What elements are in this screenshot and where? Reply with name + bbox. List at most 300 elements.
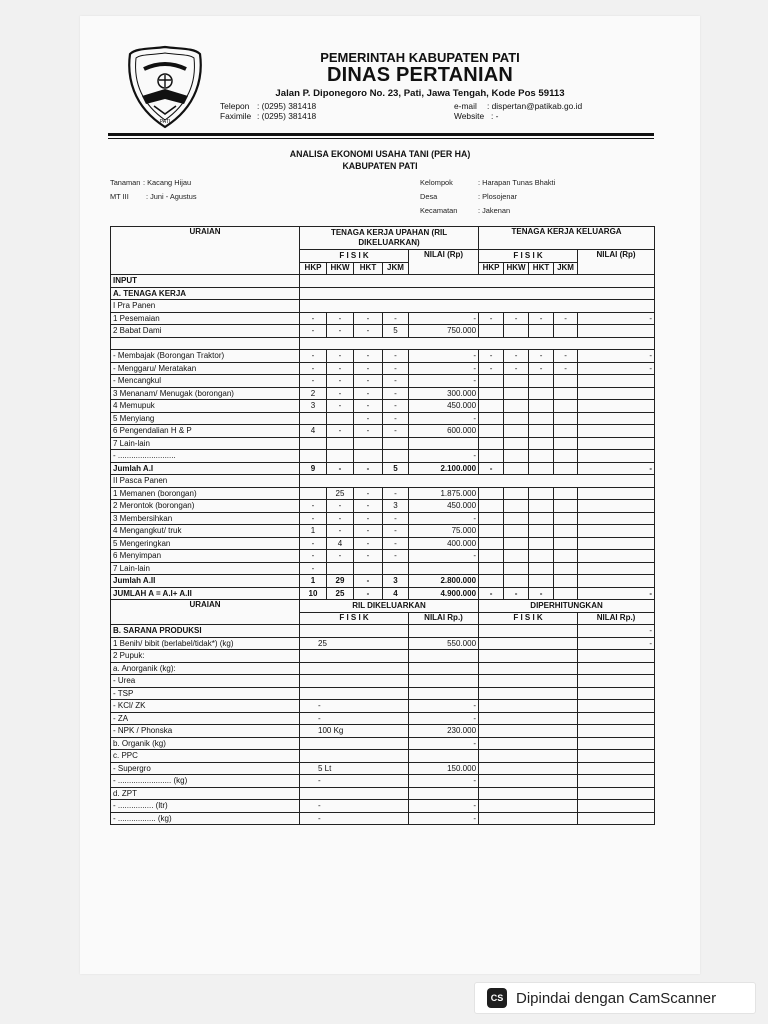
col-header-hkp: HKP — [300, 262, 327, 275]
row-label: b. Organik (kg) — [111, 737, 300, 750]
row-label: 4 Mengangkut/ truk — [111, 525, 300, 538]
table-cell: - — [354, 350, 383, 363]
table-cell: - — [300, 775, 409, 788]
table-cell — [300, 787, 409, 800]
row-label: II Pasca Panen — [111, 475, 300, 488]
table-cell: - — [300, 812, 409, 825]
table-cell — [504, 487, 529, 500]
table-cell — [300, 300, 655, 313]
table-cell — [504, 575, 529, 588]
table-cell: - — [327, 362, 354, 375]
fax-value: : (0295) 381418 — [257, 111, 317, 121]
regency-emblem-icon — [124, 44, 206, 130]
table-cell — [409, 662, 479, 675]
table-cell: 5 Lt — [300, 762, 409, 775]
table-cell: - — [409, 737, 479, 750]
table-cell: 600.000 — [409, 425, 479, 438]
table-cell: - — [354, 362, 383, 375]
table-cell — [300, 662, 409, 675]
table-cell — [578, 525, 655, 538]
table-cell: 3 — [383, 575, 409, 588]
table-cell — [383, 437, 409, 450]
table-cell — [578, 437, 655, 450]
table-row — [111, 287, 655, 300]
table-cell — [554, 550, 578, 563]
table-cell: - — [409, 800, 479, 813]
col-header-nilai-2: NILAI Rp.) — [409, 612, 479, 625]
table-row — [111, 775, 655, 788]
table-cell — [578, 512, 655, 525]
table-cell — [479, 500, 504, 513]
table-cell: - — [300, 550, 327, 563]
table-row — [111, 662, 655, 675]
table-cell: 3 — [300, 400, 327, 413]
row-label: 7 Lain-lain — [111, 562, 300, 575]
table-cell: - — [383, 400, 409, 413]
group-value: : Harapan Tunas Bhakti — [478, 178, 556, 187]
col-header-ril: RIL DIKELUARKAN — [300, 600, 479, 613]
table-cell — [479, 762, 578, 775]
table-cell: - — [327, 375, 354, 388]
table-cell — [409, 787, 479, 800]
row-label: 1 Memanen (borongan) — [111, 487, 300, 500]
table-cell — [554, 437, 578, 450]
table-cell — [578, 800, 655, 813]
table-cell — [479, 687, 578, 700]
table-cell: - — [504, 350, 529, 363]
email-value: : dispertan@patikab.go.id — [487, 101, 583, 111]
table-cell: - — [327, 550, 354, 563]
table-cell: 1 — [300, 575, 327, 588]
crop-label: Tanaman — [110, 178, 141, 187]
table-cell: - — [327, 512, 354, 525]
table-cell: 2.100.000 — [409, 462, 479, 475]
table-cell — [529, 550, 554, 563]
row-label: - Urea — [111, 675, 300, 688]
table-cell — [529, 462, 554, 475]
row-label: A. TENAGA KERJA — [111, 287, 300, 300]
table-cell: 29 — [327, 575, 354, 588]
table-cell — [554, 412, 578, 425]
row-label: a. Anorganik (kg): — [111, 662, 300, 675]
table-cell — [479, 575, 504, 588]
office-address: Jalan P. Diponegoro No. 23, Pati, Jawa Tengah, Kode Pos 59113 — [275, 88, 565, 99]
table-cell — [529, 537, 554, 550]
table-cell — [327, 437, 354, 450]
table-cell — [479, 650, 578, 663]
table-cell — [479, 450, 504, 463]
table-cell — [504, 512, 529, 525]
table-cell: 450.000 — [409, 400, 479, 413]
table-cell — [479, 400, 504, 413]
table-cell — [300, 750, 409, 763]
row-label: 1 Pesemaian — [111, 312, 300, 325]
table-cell: 9 — [300, 462, 327, 475]
table-cell — [504, 387, 529, 400]
table-cell — [529, 325, 554, 338]
table-cell: 3 — [383, 500, 409, 513]
table-row — [111, 462, 655, 475]
col-header-fisik-2: F I S I K — [300, 612, 409, 625]
table-cell — [300, 287, 655, 300]
table-cell — [504, 400, 529, 413]
table-cell — [504, 462, 529, 475]
table-cell — [554, 387, 578, 400]
row-label: - .......................... — [111, 450, 300, 463]
table-cell — [578, 487, 655, 500]
table-cell: - — [554, 362, 578, 375]
table-cell: 100 Kg — [300, 725, 409, 738]
table-cell — [479, 787, 578, 800]
table-cell — [554, 562, 578, 575]
table-cell — [300, 337, 655, 350]
table-row — [111, 687, 655, 700]
table-cell: 450.000 — [409, 500, 479, 513]
table-cell: 10 — [300, 587, 327, 600]
table-cell — [504, 325, 529, 338]
table-cell — [578, 812, 655, 825]
table-cell: - — [354, 387, 383, 400]
table-cell — [479, 712, 578, 725]
table-cell: - — [383, 375, 409, 388]
table-cell — [554, 575, 578, 588]
table-cell — [504, 525, 529, 538]
row-label: - Menggaru/ Meratakan — [111, 362, 300, 375]
table-cell: - — [578, 462, 655, 475]
table-row — [111, 762, 655, 775]
row-label: - ................ (ltr) — [111, 800, 300, 813]
table-row — [111, 362, 655, 375]
table-cell: 5 — [383, 462, 409, 475]
table-row — [111, 650, 655, 663]
table-cell: - — [327, 312, 354, 325]
table-cell — [529, 525, 554, 538]
table-cell: 300.000 — [409, 387, 479, 400]
table-cell — [504, 375, 529, 388]
table-row — [111, 400, 655, 413]
table-cell — [504, 550, 529, 563]
table-cell: - — [504, 587, 529, 600]
table-cell — [529, 562, 554, 575]
table-cell — [354, 562, 383, 575]
table-cell — [504, 562, 529, 575]
table-cell — [300, 450, 327, 463]
table-cell: 2 — [300, 387, 327, 400]
table-cell: - — [354, 412, 383, 425]
row-label: I Pra Panen — [111, 300, 300, 313]
table-row — [111, 450, 655, 463]
table-cell: - — [327, 325, 354, 338]
row-label: 7 Lain-lain — [111, 437, 300, 450]
district-value: : Jakenan — [478, 206, 511, 215]
table-cell — [479, 812, 578, 825]
table-cell — [479, 637, 578, 650]
table-cell: - — [354, 400, 383, 413]
table-cell — [554, 325, 578, 338]
table-cell: 5 — [383, 325, 409, 338]
table-cell: 2.800.000 — [409, 575, 479, 588]
col-header-jkm-family: JKM — [554, 262, 578, 275]
camscanner-badge — [474, 982, 756, 1014]
season-value: : Juni - Agustus — [146, 192, 197, 201]
table-cell — [327, 412, 354, 425]
table-cell — [529, 387, 554, 400]
table-cell: 550.000 — [409, 637, 479, 650]
table-cell — [409, 625, 479, 638]
table-cell: - — [409, 350, 479, 363]
table-row — [111, 637, 655, 650]
table-cell: - — [327, 425, 354, 438]
table-cell: - — [383, 350, 409, 363]
table-cell — [479, 550, 504, 563]
table-cell: - — [354, 512, 383, 525]
col-header-hkw-family: HKW — [504, 262, 529, 275]
email-label: e-mail — [454, 101, 477, 111]
table-cell: - — [354, 425, 383, 438]
table-cell — [504, 500, 529, 513]
table-cell — [479, 437, 504, 450]
table-cell: - — [383, 512, 409, 525]
col-header-family-labor: TENAGA KERJA KELUARGA — [479, 227, 655, 250]
table-cell — [578, 425, 655, 438]
farm-economics-table — [110, 226, 655, 825]
table-cell — [554, 462, 578, 475]
season-label: MT III — [110, 192, 129, 201]
table-cell: - — [578, 625, 655, 638]
col-header-nilai-3: NILAI Rp.) — [578, 612, 655, 625]
table-cell — [479, 512, 504, 525]
row-label: - ................. (kg) — [111, 812, 300, 825]
table-cell: - — [354, 525, 383, 538]
row-label: - KCl/ ZK — [111, 700, 300, 713]
table-cell: - — [409, 362, 479, 375]
table-row — [111, 512, 655, 525]
table-cell — [578, 650, 655, 663]
table-cell: - — [354, 587, 383, 600]
table-cell: - — [578, 637, 655, 650]
table-row — [111, 725, 655, 738]
village-value: : Plosojenar — [478, 192, 518, 201]
table-cell — [529, 425, 554, 438]
website-value: : - — [491, 111, 499, 121]
table-cell — [578, 325, 655, 338]
col-header-hkt-family: HKT — [529, 262, 554, 275]
office-name: DINAS PERTANIAN — [327, 64, 513, 86]
document-title: ANALISA EKONOMI USAHA TANI (PER HA) — [289, 149, 471, 159]
table-cell: - — [504, 362, 529, 375]
table-cell: - — [383, 312, 409, 325]
row-label: 6 Pengendalian H & P — [111, 425, 300, 438]
table-cell: - — [409, 512, 479, 525]
table-cell — [578, 712, 655, 725]
table-cell — [529, 412, 554, 425]
table-cell: - — [529, 362, 554, 375]
table-cell — [409, 750, 479, 763]
col-header-nilai: NILAI (Rp) — [409, 250, 479, 275]
table-cell — [578, 737, 655, 750]
row-label: Jumlah A.I — [111, 462, 300, 475]
table-row — [111, 325, 655, 338]
table-row — [111, 412, 655, 425]
table-cell — [529, 450, 554, 463]
table-cell — [578, 700, 655, 713]
row-label: - NPK / Phonska — [111, 725, 300, 738]
table-cell: - — [327, 400, 354, 413]
table-cell: 4 — [327, 537, 354, 550]
table-cell — [300, 487, 327, 500]
table-cell — [479, 387, 504, 400]
table-cell: - — [383, 362, 409, 375]
table-row — [111, 700, 655, 713]
row-label: 4 Memupuk — [111, 400, 300, 413]
table-cell — [300, 625, 409, 638]
table-cell — [300, 737, 409, 750]
table-cell — [504, 425, 529, 438]
table-cell — [578, 412, 655, 425]
table-cell — [554, 450, 578, 463]
row-label: 5 Mengeringkan — [111, 537, 300, 550]
row-label: B. SARANA PRODUKSI — [111, 625, 300, 638]
table-cell — [529, 375, 554, 388]
table-cell: - — [409, 375, 479, 388]
table-cell: - — [300, 325, 327, 338]
table-cell — [479, 325, 504, 338]
table-cell: - — [554, 350, 578, 363]
table-cell: - — [578, 312, 655, 325]
table-cell — [554, 512, 578, 525]
col-header-uraian-2: URAIAN — [111, 600, 300, 625]
table-cell: - — [300, 700, 409, 713]
table-cell: 25 — [327, 487, 354, 500]
table-cell: - — [383, 487, 409, 500]
table-cell: - — [409, 550, 479, 563]
table-row — [111, 275, 655, 288]
table-cell — [529, 487, 554, 500]
table-row — [111, 787, 655, 800]
table-cell: - — [479, 362, 504, 375]
row-label: INPUT — [111, 275, 300, 288]
table-cell — [327, 450, 354, 463]
table-cell: - — [578, 350, 655, 363]
table-row — [111, 387, 655, 400]
table-row — [111, 800, 655, 813]
col-header-diperhitungkan: DIPERHITUNGKAN — [479, 600, 655, 613]
table-cell: - — [409, 450, 479, 463]
table-cell: - — [354, 487, 383, 500]
table-cell: - — [327, 350, 354, 363]
labor-section — [111, 275, 655, 600]
table-cell: 230.000 — [409, 725, 479, 738]
row-label: 2 Merontok (borongan) — [111, 500, 300, 513]
table-cell — [554, 537, 578, 550]
table-row — [111, 437, 655, 450]
table-cell: - — [354, 312, 383, 325]
table-cell — [300, 687, 409, 700]
table-cell: - — [578, 587, 655, 600]
table-cell — [383, 562, 409, 575]
table-row — [111, 375, 655, 388]
table-cell — [479, 662, 578, 675]
table-cell: - — [409, 775, 479, 788]
table-cell: - — [409, 412, 479, 425]
table-cell — [578, 537, 655, 550]
table-cell — [578, 375, 655, 388]
table-cell: - — [504, 312, 529, 325]
table-cell: - — [354, 537, 383, 550]
table-cell — [578, 662, 655, 675]
table-row — [111, 312, 655, 325]
table-cell — [479, 725, 578, 738]
table-cell — [578, 387, 655, 400]
table-cell: - — [327, 387, 354, 400]
table-cell: - — [300, 362, 327, 375]
row-label: 3 Membersihkan — [111, 512, 300, 525]
table-cell — [578, 562, 655, 575]
table-cell — [479, 750, 578, 763]
table-cell: - — [354, 325, 383, 338]
col-header-jkm: JKM — [383, 262, 409, 275]
table-cell: 400.000 — [409, 537, 479, 550]
table-cell — [300, 650, 409, 663]
table-cell — [578, 750, 655, 763]
table-row — [111, 675, 655, 688]
table-cell — [554, 487, 578, 500]
phone-label: Telepon — [220, 101, 250, 111]
table-cell: - — [409, 700, 479, 713]
table-cell — [479, 537, 504, 550]
row-label: - Membajak (Borongan Traktor) — [111, 350, 300, 363]
table-cell: - — [383, 525, 409, 538]
svg-text:PATI: PATI — [159, 119, 171, 125]
table-cell — [504, 437, 529, 450]
row-label: d. ZPT — [111, 787, 300, 800]
table-cell: - — [300, 500, 327, 513]
row-label: - Supergro — [111, 762, 300, 775]
table-cell — [479, 412, 504, 425]
table-cell — [354, 437, 383, 450]
table-cell — [554, 587, 578, 600]
table-cell — [529, 400, 554, 413]
government-name: PEMERINTAH KABUPATEN PATI — [320, 50, 520, 65]
table-cell: - — [479, 312, 504, 325]
table-cell — [578, 725, 655, 738]
table-cell: 4 — [300, 425, 327, 438]
table-row — [111, 737, 655, 750]
table-cell: 25 — [327, 587, 354, 600]
col-header-hired-labor: TENAGA KERJA UPAHAN (RIL DIKELUARKAN) — [300, 227, 479, 250]
table-cell — [578, 762, 655, 775]
row-label: - ........................ (kg) — [111, 775, 300, 788]
table-cell — [529, 575, 554, 588]
table-cell — [479, 775, 578, 788]
table-cell: - — [300, 312, 327, 325]
table-cell — [300, 475, 655, 488]
table-row — [111, 562, 655, 575]
table-cell — [479, 625, 578, 638]
table-cell: - — [529, 312, 554, 325]
table-cell: - — [554, 312, 578, 325]
table-cell: 4.900.000 — [409, 587, 479, 600]
table-cell — [479, 675, 578, 688]
table-row — [111, 487, 655, 500]
table-cell — [578, 675, 655, 688]
table-cell: 1 — [300, 525, 327, 538]
header-rule-thick — [108, 133, 654, 136]
table-cell — [554, 500, 578, 513]
fax-label: Faximile — [220, 111, 252, 121]
table-cell: - — [578, 362, 655, 375]
table-cell — [479, 737, 578, 750]
